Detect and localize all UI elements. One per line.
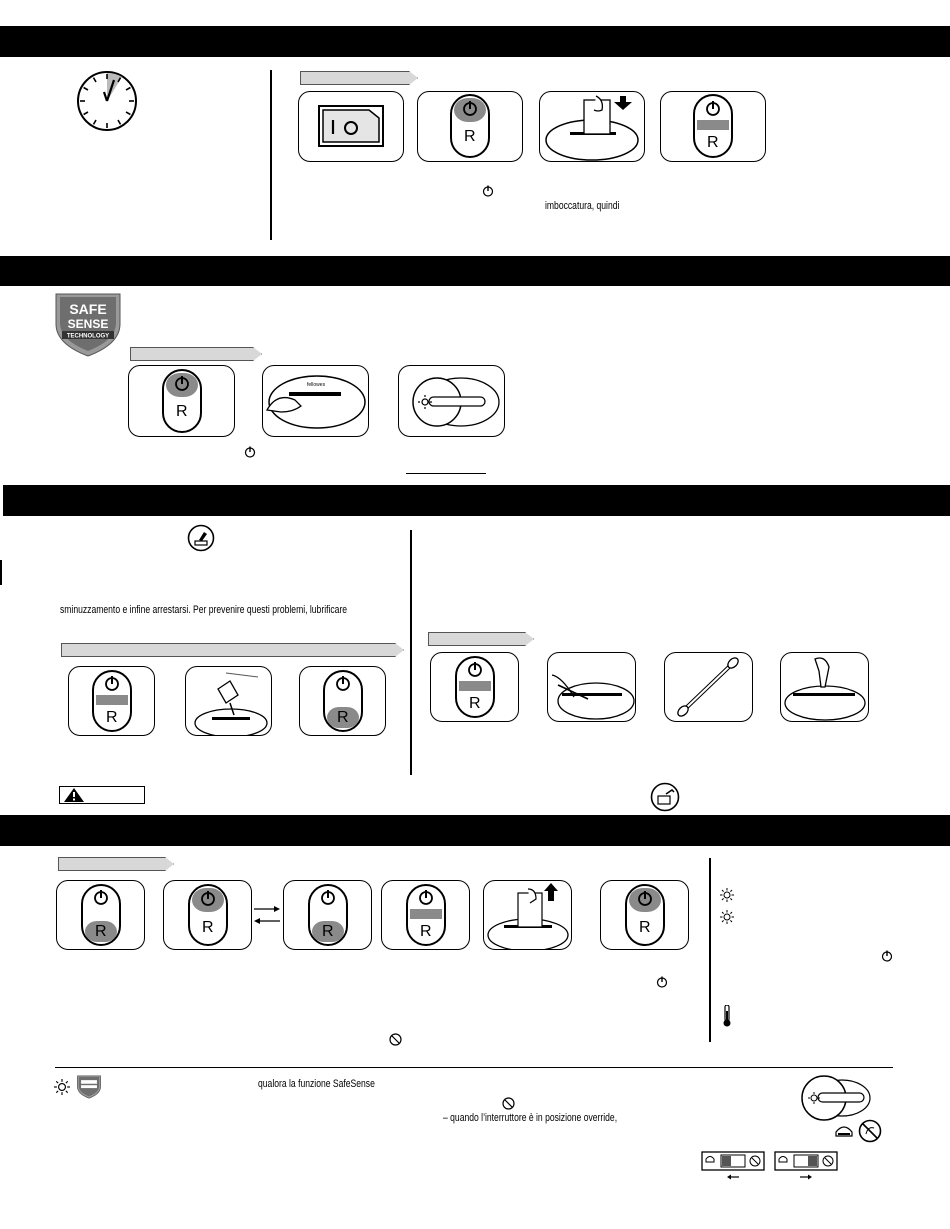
svg-text:fellowes: fellowes bbox=[307, 382, 326, 388]
svg-text:R: R bbox=[464, 128, 476, 145]
override-text: – quando l’interruttore è in posizione override, bbox=[443, 1112, 618, 1124]
remove-paper-panel bbox=[483, 880, 572, 950]
override-switch-left bbox=[701, 1151, 765, 1181]
svg-text:R: R bbox=[707, 134, 719, 151]
override-switch-right bbox=[774, 1151, 838, 1181]
svg-text:SAFE: SAFE bbox=[69, 301, 107, 317]
no-oil-spray-icon bbox=[650, 782, 680, 812]
insert-paper-panel bbox=[539, 91, 645, 162]
svg-text:R: R bbox=[322, 923, 334, 940]
steps-arrow-3 bbox=[61, 643, 404, 657]
safesense-control-panel bbox=[128, 365, 235, 437]
lubrication-text: sminuzzamento e infine arrestarsi. Per prevenire questi problemi, lubrificare bbox=[60, 604, 348, 616]
safesense-indicator-panel bbox=[398, 365, 505, 437]
svg-text:SENSE: SENSE bbox=[67, 317, 109, 331]
steps-arrow-4 bbox=[428, 632, 534, 646]
cotton-swab-panel bbox=[664, 652, 753, 722]
clean-control-panel bbox=[430, 652, 519, 722]
jam-panel-reverse bbox=[56, 880, 145, 950]
safesense-logo-small bbox=[76, 1075, 102, 1099]
steps-arrow-1 bbox=[300, 71, 418, 85]
shredder-head-icon bbox=[834, 1122, 854, 1142]
safesense-logo bbox=[52, 292, 124, 358]
bottom-note-rule bbox=[55, 1067, 893, 1068]
safesense-hand-panel bbox=[262, 365, 369, 437]
jam-panel-power bbox=[163, 880, 252, 950]
power-icon bbox=[656, 976, 668, 988]
control-panel-auto bbox=[660, 91, 766, 162]
power-icon bbox=[881, 950, 893, 962]
svg-text:R: R bbox=[639, 919, 651, 936]
svg-text:R: R bbox=[420, 923, 432, 940]
svg-text:R: R bbox=[176, 403, 188, 420]
left-margin-mark bbox=[0, 560, 2, 585]
clean-slot-panel bbox=[780, 652, 869, 722]
svg-text:R: R bbox=[202, 919, 214, 936]
svg-text:R: R bbox=[469, 695, 481, 712]
section4-divider bbox=[709, 858, 711, 1042]
section-header-band-2 bbox=[0, 256, 950, 286]
control-panel-power-on bbox=[417, 91, 523, 162]
warning-label bbox=[59, 786, 145, 804]
sun-indicator-icon bbox=[720, 910, 734, 924]
sun-indicator-icon bbox=[54, 1079, 70, 1095]
intro-suffix-text: imboccatura, quindi bbox=[545, 200, 620, 212]
section-header-band-3 bbox=[3, 485, 950, 516]
oil-control-panel-1 bbox=[68, 666, 155, 736]
steps-arrow-5 bbox=[58, 857, 174, 871]
rocker-switch-panel bbox=[298, 91, 404, 162]
oil-pour-panel bbox=[185, 666, 272, 736]
power-icon bbox=[244, 446, 256, 458]
warning-triangle-icon bbox=[64, 788, 84, 802]
svg-text:R: R bbox=[106, 709, 118, 726]
section-header-band-1 bbox=[0, 26, 950, 57]
steps-arrow-2 bbox=[130, 347, 262, 361]
section3-divider bbox=[410, 530, 412, 775]
svg-text:R: R bbox=[95, 923, 107, 940]
jam-panel-reverse-2 bbox=[283, 880, 372, 950]
sun-indicator-icon bbox=[720, 888, 734, 902]
clock-icon bbox=[76, 70, 138, 132]
alternate-arrows-icon bbox=[252, 904, 282, 926]
jam-panel-power-final bbox=[600, 880, 689, 950]
oil-bottle-icon bbox=[187, 524, 215, 552]
jam-panel-auto bbox=[381, 880, 470, 950]
no-hand-icon bbox=[858, 1119, 882, 1143]
underline-rule bbox=[406, 473, 486, 474]
safesense-indicator-closeup bbox=[798, 1073, 872, 1123]
oil-control-panel-2 bbox=[299, 666, 386, 736]
power-icon bbox=[482, 185, 494, 197]
no-hand-icon bbox=[502, 1097, 515, 1110]
no-hand-icon bbox=[389, 1033, 402, 1046]
thermometer-icon bbox=[722, 1005, 732, 1027]
safesense-text: qualora la funzione SafeSense bbox=[258, 1078, 375, 1090]
clean-sensor-panel bbox=[547, 652, 636, 722]
svg-text:R: R bbox=[337, 709, 349, 726]
svg-text:TECHNOLOGY: TECHNOLOGY bbox=[66, 333, 110, 340]
section-header-band-4 bbox=[0, 815, 950, 846]
section1-divider bbox=[270, 70, 272, 240]
